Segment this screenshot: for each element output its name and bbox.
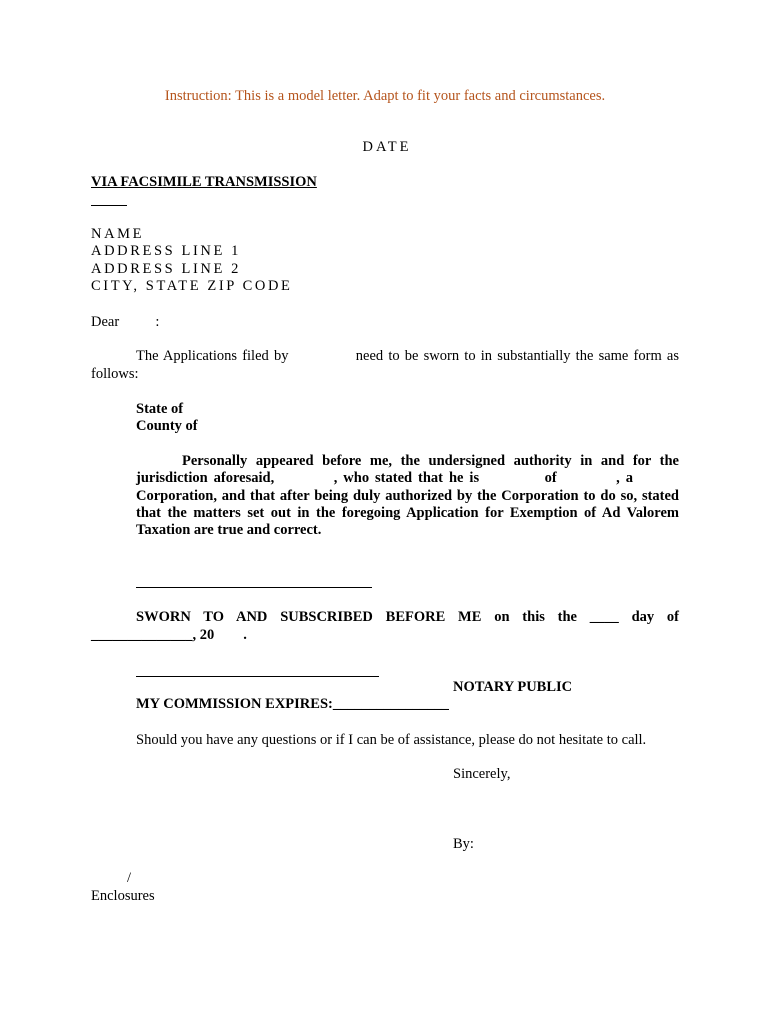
affidavit-line-3: Corporation, and that after being duly authorized by the Corporation to do so, stated: [136, 488, 679, 504]
delivery-underline: [91, 205, 127, 206]
recipient-name: NAME: [91, 226, 145, 242]
signature-line: [136, 587, 372, 588]
date-heading: DATE: [362, 139, 412, 155]
affidavit-line-4: that the matters set out in the foregoing Application for Exemption of Ad Valorem: [136, 505, 679, 521]
affidavit-line-2: jurisdiction aforesaid, , who stated that he is of , a: [136, 470, 633, 486]
affidavit-state: State of: [136, 401, 184, 417]
affidavit-line-1: Personally appeared before me, the undersigned authority in and for the: [182, 453, 679, 469]
affidavit-county: County of: [136, 418, 198, 434]
body-paragraph-line-2: follows:: [91, 366, 139, 382]
notary-public-label: NOTARY PUBLIC: [453, 679, 573, 695]
recipient-city-state-zip: CITY, STATE ZIP CODE: [91, 278, 293, 294]
closing-sincerely: Sincerely,: [453, 766, 511, 782]
recipient-address-line-2: ADDRESS LINE 2: [91, 261, 241, 277]
notary-signature-line: [136, 676, 379, 677]
affidavit-line-5: Taxation are true and correct.: [136, 522, 322, 538]
typist-initials: /: [127, 870, 132, 886]
body-paragraph-line-1: The Applications filed by need to be sworn to in substantially the same form as: [136, 348, 679, 364]
sworn-line-2: ______________, 20 .: [91, 627, 247, 643]
enclosures: Enclosures: [91, 888, 155, 904]
salutation: Dear :: [91, 314, 160, 330]
recipient-address-line-1: ADDRESS LINE 1: [91, 243, 241, 259]
closing-paragraph: Should you have any questions or if I can be of assistance, please do not hesitate to call.: [136, 732, 647, 748]
instruction-note: Instruction: This is a model letter. Adapt to fit your facts and circumstances.: [164, 88, 606, 104]
delivery-method: VIA FACSIMILE TRANSMISSION: [91, 174, 317, 190]
signature-by: By:: [453, 836, 474, 852]
sworn-line-1: SWORN TO AND SUBSCRIBED BEFORE ME on this the ____ day of: [136, 609, 679, 625]
commission-expires: MY COMMISSION EXPIRES:________________: [136, 696, 449, 712]
